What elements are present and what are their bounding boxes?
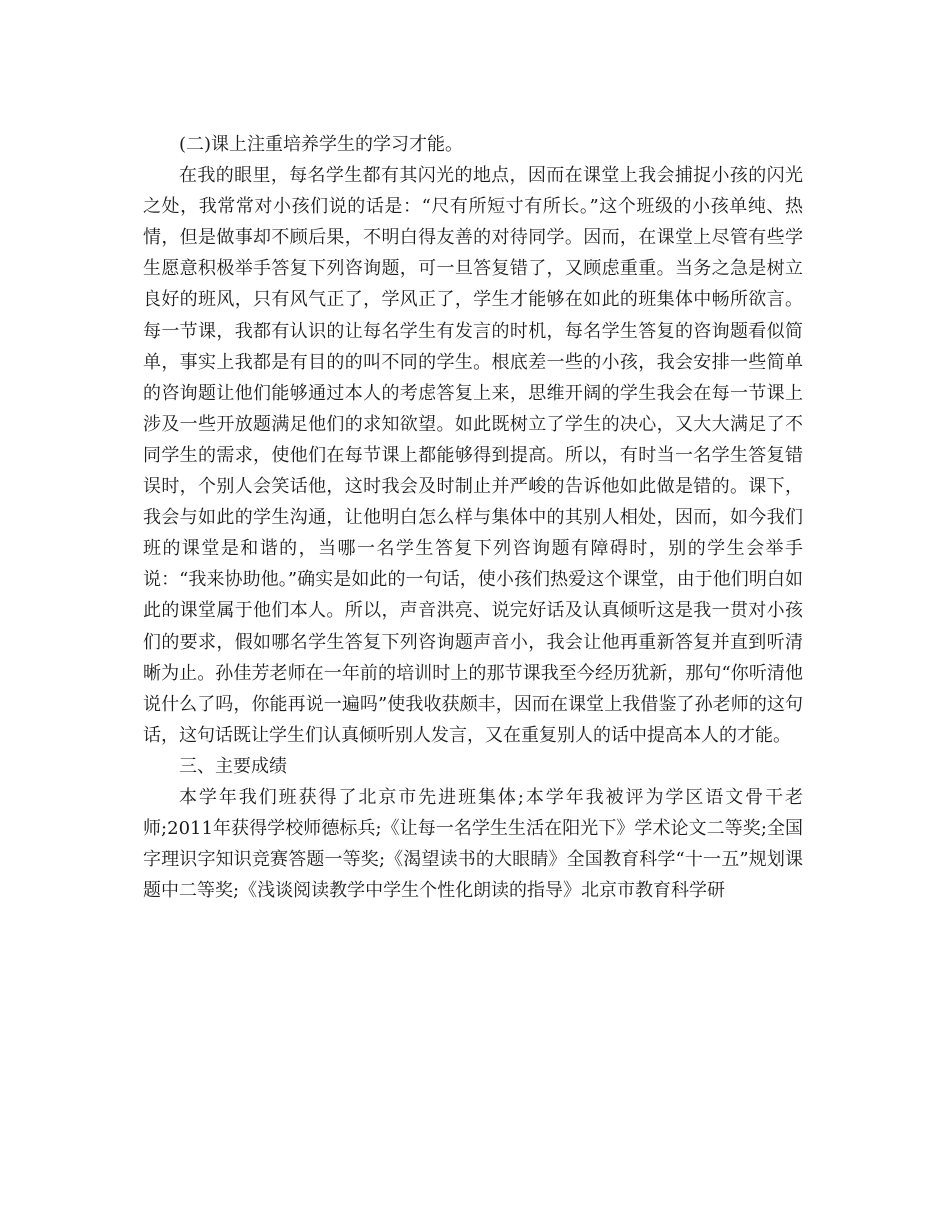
paragraph-classroom-skills: 在我的眼里，每名学生都有其闪光的地点，因而在课堂上我会捕捉小孩的闪光之处，我常常对小孩们说的话是：“尺有所短寸有所长。”这个班级的小孩单纯、热情，但是做事却不顾后果，不明白得友善的对待同学。因而，在课堂上尽管有些学生愿意积极举手答复下列咨询题，可一旦答复错了，又顾虑重重。当务之急是树立良好的班风，只有风气正了，学风正了，学生才能够在如此的班集体中畅所欲言。每一节课，我都有认识的让每名学生有发言的时机，每名学生答复的咨询题看似简单，事实上我都是有目的的叫不同的学生。根底差一些的小孩，我会安排一些简单的咨询题让他们能够通过本人的考虑答复上来，思维开阔的学生我会在每一节课上涉及一些开放题满足他们的求知欲望。如此既树立了学生的决心，又大大满足了不同学生的需求，使他们在每节课上都能够得到提高。所以，有时当一名学生答复错误时，个别人会笑话他，这时我会及时制止并严峻的告诉他如此做是错的。课下，我会与如此的学生沟通，让他明白怎么样与集体中的其别人相处，因而，如今我们班的课堂是和谐的，当哪一名学生答复下列咨询题有障碍时，别的学生会举手说：“我来协助他。”确实是如此的一句话，使小孩们热爱这个课堂，由于他们明白如此的课堂属于他们本人。所以，声音洪亮、说完好话及认真倾听这是我一贯对小孩们的要求，假如哪名学生答复下列咨询题声音小，我会让他再重新答复并直到听清晰为止。孙佳芳老师在一年前的培训时上的那节课我至今经历犹新，那句“你听清他说什么了吗，你能再说一遍吗”使我收获颇丰，因而在课堂上我借鉴了孙老师的这句话，这句话既让学生们认真倾听别人发言，又在重复别人的话中提高本人的才能。 xyxy=(143,165,803,746)
section-heading-classroom-skills: (二)课上注重培养学生的学习才能。 xyxy=(179,134,464,155)
paragraph-achievements: 本学年我们班获得了北京市先进班集体;本学年我被评为学区语文骨干老师;2011年获得学校师德标兵;《让每一名学生生活在阳光下》学术论文二等奖;全国字理识字知识竞赛答题一等奖;《渴望读书的大眼睛》全国教育科学“十一五”规划课题中二等奖;《浅谈阅读教学中学生个性化朗读的指导》北京市教育科学研 xyxy=(143,786,803,902)
document-body xyxy=(143,129,803,906)
section-heading-achievements: 三、主要成绩 xyxy=(179,755,287,777)
